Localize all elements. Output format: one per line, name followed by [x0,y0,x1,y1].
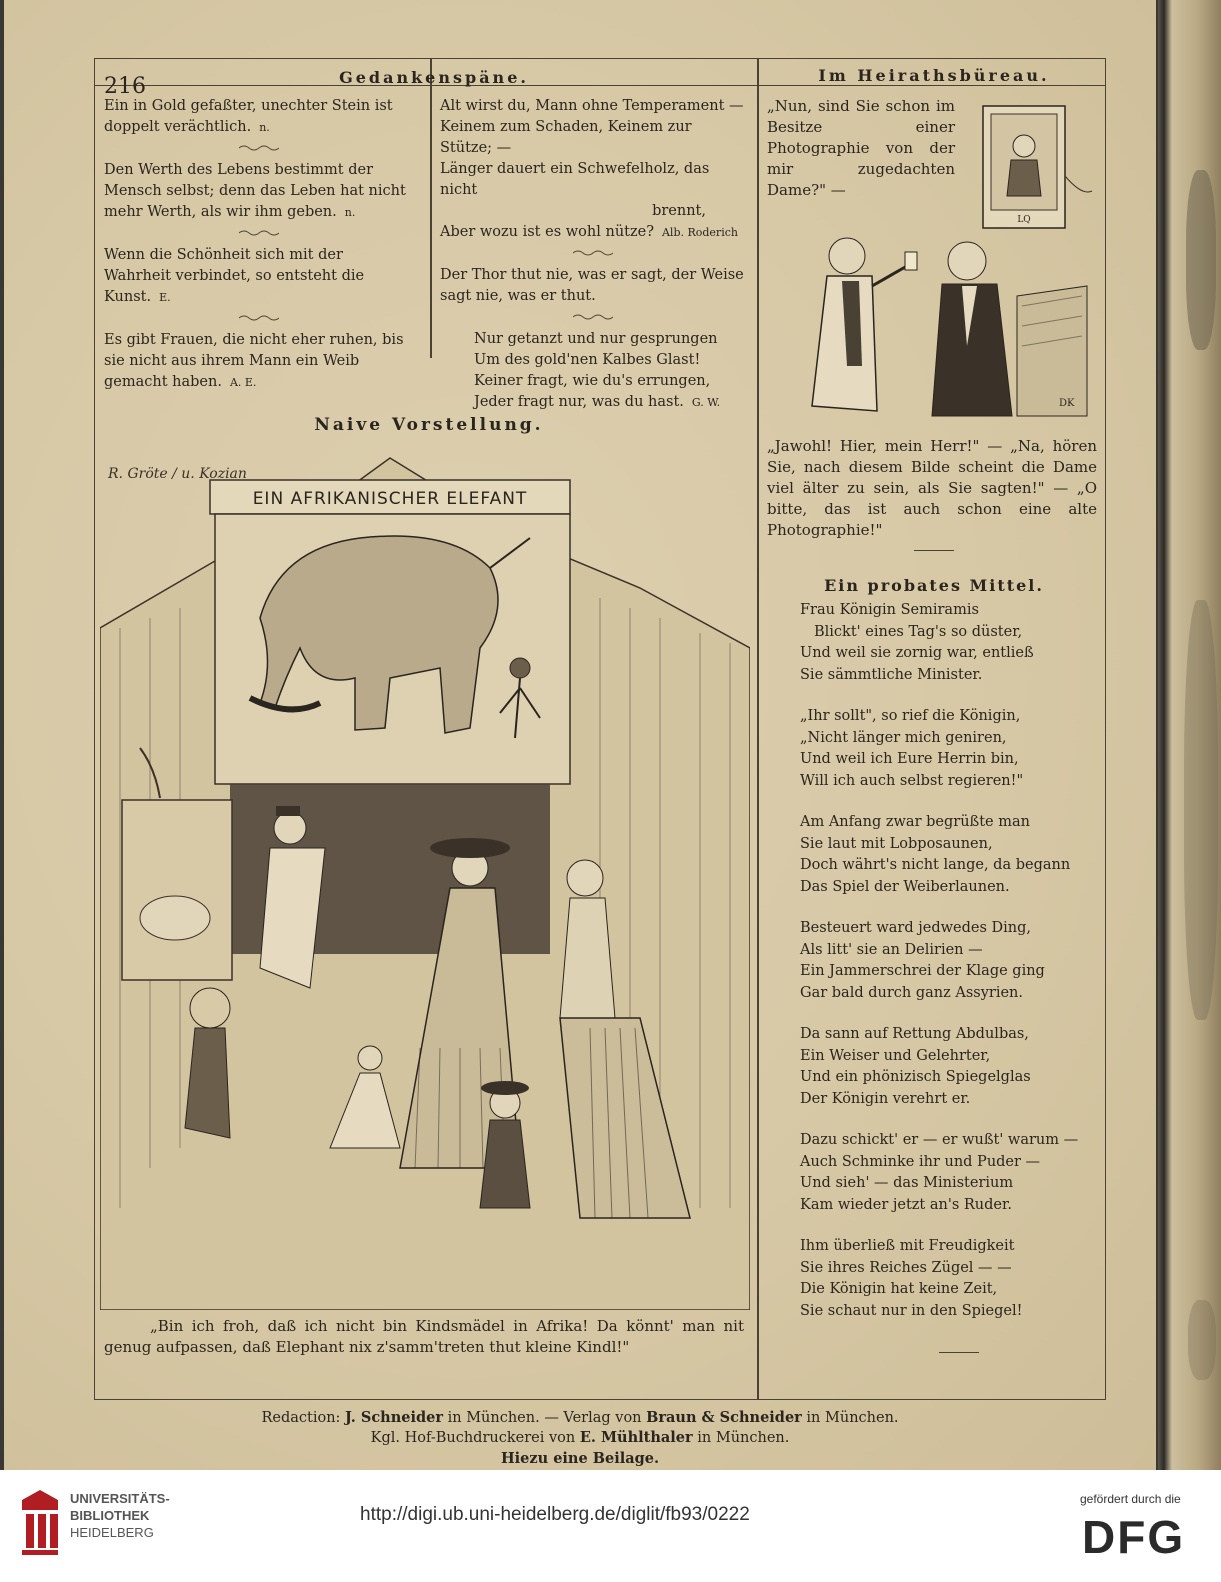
imprint-line-3: Hiezu eine Beilage. [500,1450,660,1467]
swirl-divider-icon [239,229,279,237]
poem-line: „Ihr sollt", so rief die Königin, [800,708,1021,724]
poem-line: Und weil ich Eure Herrin bin, [800,751,1019,767]
poem-line: Dazu schickt' er — er wußt' warum — [800,1132,1079,1148]
column-rule-epigrams [430,58,432,358]
artist-signature: R. Gröte / u. Kozian [108,466,247,482]
heirath-title: Im Heirathsbüreau. [818,66,1050,85]
verse-line: Alt wirst du, Mann ohne Temperament — [440,98,744,114]
elephant-illustration [100,448,750,1310]
dfg-logo[interactable]: DFG [1082,1511,1186,1563]
epigram-prose: Der Thor thut nie, was er sagt, der Weise sagt nie, was er thut. [440,267,744,304]
university-library-logo-icon[interactable] [18,1488,62,1558]
poem-line: Kam wieder jetzt an's Ruder. [800,1196,1012,1213]
stanza [800,812,1080,898]
poem-line: Da sann auf Rettung Abdulbas, [800,1026,1029,1042]
agent-figure [948,242,986,280]
client-figure [829,238,865,274]
verse-line: Um des gold'nen Kalbes Glast! [474,352,701,368]
section-divider [914,550,954,551]
imprint-line-1: Redaction: J. Schneider in München. — Verlag von Braun & Schneider in München. [261,1409,899,1426]
verse-line: brennt, [652,203,706,219]
man-in-fez [274,812,306,844]
page-url-link[interactable]: http://digi.ub.uni-heidelberg.de/diglit/fb93/0222 [360,1504,750,1525]
marriage-office-illustration [767,96,1097,436]
mittel-title: Ein probates Mittel. [824,576,1044,595]
verse-line: Jeder fragt nur, was du hast. G. W. [474,394,721,410]
epigram-3: Wenn die Schönheit sich mit der Wahrheit verbindet, so entsteht die Kunst. E. [104,247,365,305]
verse-line: Länger dauert ein Schwefelholz, das nicht [440,161,710,198]
stanza [800,706,1080,792]
gedankenspaene-title: Gedankenspäne. [339,68,529,87]
library-name-line: UNIVERSITÄTS- [70,1491,170,1506]
end-divider [939,1352,979,1353]
poem-line: Sie laut mit Lobposaunen, [800,835,993,852]
magazine-page [4,0,1156,1470]
library-name-line: HEIDELBERG [70,1525,154,1540]
poem-line: Doch währt's nicht lange, da begann [800,857,1071,873]
mittel-poem [800,600,1080,1342]
poem-line: Besteuert ward jedwedes Ding, [800,920,1032,936]
photo-label: LQ [1017,215,1031,225]
swirl-divider-icon [573,313,613,321]
poem-line: Blickt' eines Tag's so düster, [814,623,1023,640]
footer-bar [0,1470,1221,1582]
stanza [800,600,1080,686]
naive-title: Naive Vorstellung. [314,415,544,435]
banner-text: EIN AFRIKANISCHER ELEFANT [252,489,528,509]
verse-block [440,329,746,413]
heirath-answer: „Jawohl! Hier, mein Herr!" — „Na, hören Sie, nach diesem Bilde scheint die Dame viel älter zu sein, als Sie sagten!" — „O bitte, das ist auch schon eine alte Photographie!" [767,437,1097,539]
epigram-4: Es gibt Frauen, die nicht eher ruhen, bis sie nicht aus ihrem Mann ein Weib gemacht haben. A. E. [104,332,404,390]
pelican [140,896,210,940]
old-lady-portrait [1013,135,1035,157]
poem-line: Ein Jammerschrei der Klage ging [800,963,1045,979]
funding-note: gefördert durch die [1080,1492,1181,1506]
heirath-question: „Nun, sind Sie schon im Besitze einer Photographie von der mir zugedachten Dame?" — [767,97,955,199]
page-number: 216 [104,74,146,99]
poem-line: Und sieh' — das Ministerium [800,1175,1014,1191]
poem-line: Das Spiel der Weiberlaunen. [800,878,1010,895]
epigrams-right [440,96,746,413]
verse-line: Keinem zum Schaden, Keinem zur Stütze; — [440,119,692,156]
header-rule [94,85,1106,86]
swirl-divider-icon [573,249,613,257]
verse-line: Aber wozu ist es wohl nütze? Alb. Roderich [440,224,738,240]
epigrams-left [104,96,414,393]
poem-line: Will ich auch selbst regieren!" [800,772,1024,789]
verse-line: Keiner fragt, wie du's errungen, [474,373,711,389]
stanza [800,1130,1080,1216]
naive-caption: „Bin ich froh, daß ich nicht bin Kindsmädel in Afrika! Da könnt' man nit genug aufpassen, daß Elephant nix z'samm'treten thut kleine Kindl!" [104,1317,744,1356]
column-rule-main [757,58,759,1400]
poem-line: Ihm überließ mit Freudigkeit [800,1238,1015,1254]
poem-line: Sie sämmtliche Minister. [800,666,983,683]
swirl-divider-icon [239,314,279,322]
poem-line: Gar bald durch ganz Assyrien. [800,984,1024,1001]
verse-line: Nur getanzt und nur gesprungen [474,331,718,347]
poem-line: Auch Schminke ihr und Puder — [800,1153,1041,1170]
photo-in-hand [905,252,917,270]
poem-line: Sie schaut nur in den Spiegel! [800,1302,1023,1319]
stanza [800,1024,1080,1110]
poem-line: Ein Weiser und Gelehrter, [800,1047,991,1064]
verse-signature: Alb. Roderich [661,226,738,239]
library-name-line: BIBLIOTHEK [70,1508,150,1523]
poem-line: Sie ihres Reiches Zügel — — [800,1259,1012,1276]
swirl-divider-icon [239,144,279,152]
illustration-signature: DK [1059,398,1075,409]
imprint-line-2: Kgl. Hof-Buchdruckerei von E. Mühlthaler in München. [370,1429,790,1446]
next-page-fragments [1166,0,1221,1470]
library-name[interactable] [70,1490,170,1541]
epigram-2: Den Werth des Lebens bestimmt der Mensch selbst; denn das Leben hat nicht mehr Werth, als wir ihm geben. n. [104,162,406,220]
boy-with-hat [190,988,230,1028]
epigram-1: Ein in Gold gefaßter, unechter Stein ist doppelt verächtlich. n. [104,98,393,135]
poem-line: Frau Königin Semiramis [800,602,979,618]
nursemaid [567,860,603,896]
girl-figure [358,1046,382,1070]
stanza [800,1236,1080,1322]
poem-line: Die Königin hat keine Zeit, [800,1281,998,1297]
poem-line: Als litt' sie an Delirien — [800,941,983,958]
stanza [800,918,1080,1004]
poem-line: Am Anfang zwar begrüßte man [800,814,1030,830]
poem-line: Und weil sie zornig war, entließ [800,645,1034,661]
poem-line: „Nicht länger mich geniren, [800,729,1007,746]
poem-line: Und ein phönizisch Spiegelglas [800,1069,1031,1085]
poem-line: Der Königin verehrt er. [800,1090,971,1107]
animal-cage [122,800,232,980]
native-figure [510,658,530,678]
